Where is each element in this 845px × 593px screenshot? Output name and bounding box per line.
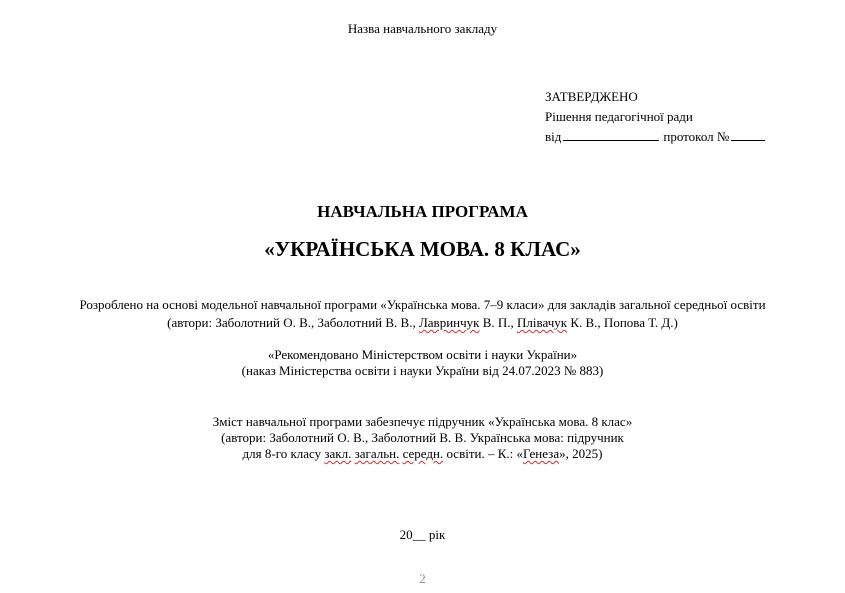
basis-line-2 xyxy=(0,315,845,331)
basis-authors-prefix: (автори: Заболотний О. В., Заболотний В. В., xyxy=(167,315,419,330)
textbook-line-1: Зміст навчальної програми забезпечує підручник «Українська мова. 8 клас» xyxy=(212,414,633,429)
from-label: від xyxy=(545,129,562,144)
approval-block xyxy=(545,87,765,147)
date-blank xyxy=(563,128,659,141)
publisher-name: Генеза xyxy=(523,446,560,461)
basis-line-1: Розроблено на основі модельної навчальної програми «Українська мова. 7–9 класи» для закладів загальної середньої освіти xyxy=(79,297,766,312)
institution-name: Назва навчального закладу xyxy=(347,21,498,36)
year-line: 20__ рік xyxy=(399,527,446,542)
textbook-line3-mid: освіти. – К.: « xyxy=(443,446,523,461)
protocol-number-blank xyxy=(731,128,765,141)
approved-label: ЗАТВЕРДЖЕНО xyxy=(545,89,638,104)
abbr-seredn: середн. xyxy=(402,446,444,461)
textbook-line-3 xyxy=(0,446,845,462)
abbr-zakl: закл. xyxy=(324,446,352,461)
basis-authors-mid: В. П., xyxy=(479,315,518,330)
program-title: НАВЧАЛЬНА ПРОГРАМА xyxy=(317,202,528,221)
recommendation-line-1: «Рекомендовано Міністерством освіти і науки України» xyxy=(267,347,578,362)
author-lavrynchuk: Лавринчук xyxy=(418,315,480,330)
author-plivachuk: Плівачук xyxy=(517,315,568,330)
approval-date-line xyxy=(545,127,765,147)
recommendation-line-2: (наказ Міністерства освіти і науки України від 24.07.2023 № 883) xyxy=(241,363,604,378)
textbook-line-2: (автори: Заболотний О. В., Заболотний В. В. Українська мова: підручник xyxy=(221,430,624,445)
page-number: 2 xyxy=(419,571,426,586)
basis-authors-suffix: К. В., Попова Т. Д.) xyxy=(567,315,678,330)
textbook-line3-prefix: для 8-го класу xyxy=(242,446,325,461)
textbook-line3-suffix: », 2025) xyxy=(559,446,603,461)
abbr-zahaln: загальн. xyxy=(354,446,400,461)
decision-label: Рішення педагогічної ради xyxy=(545,109,693,124)
protocol-label: протокол № xyxy=(663,129,730,144)
program-subject-title: «УКРАЇНСЬКА МОВА. 8 КЛАС» xyxy=(264,237,581,261)
